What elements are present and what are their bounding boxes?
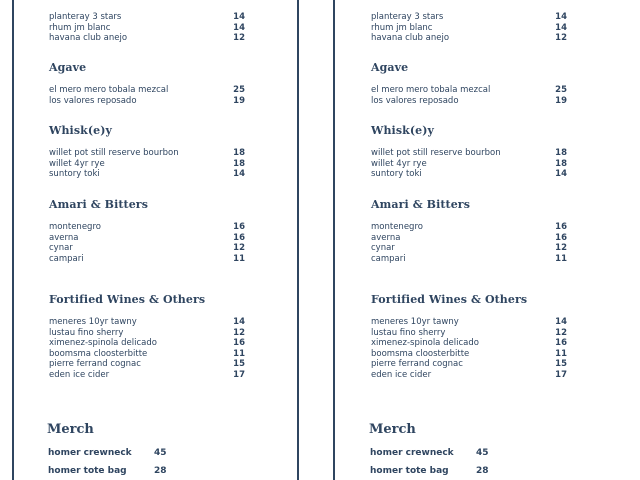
- menu-item-price: 18: [233, 148, 245, 158]
- menu-item-price: 19: [233, 95, 245, 106]
- menu-item: [371, 169, 567, 179]
- section-heading-agave: Agave: [371, 61, 409, 74]
- menu-item: [371, 12, 567, 22]
- menu-item-name: cynar: [371, 243, 395, 253]
- menu-item: [49, 317, 245, 327]
- menu-item-price: 12: [233, 33, 245, 43]
- menu-item-price: 18: [555, 148, 567, 158]
- menu-item-name: ximenez-spinola delicado: [371, 338, 479, 348]
- menu-item-name: montenegro: [49, 222, 101, 232]
- menu-item-name: boomsma cloosterbitte: [371, 348, 470, 359]
- menu-item: [49, 23, 245, 33]
- merch-item-name: homer crewneck: [370, 448, 454, 458]
- menu-item-name: el mero mero tobala mezcal: [49, 85, 169, 95]
- menu-item: [49, 222, 245, 232]
- menu-item-name: pierre ferrand cognac: [49, 359, 141, 369]
- menu-item-name: los valores reposado: [49, 95, 137, 106]
- menu-item-price: 19: [555, 95, 567, 106]
- section-heading-fortified: Fortified Wines & Others: [49, 293, 206, 306]
- menu-item: [49, 12, 245, 22]
- section-heading-fortified: Fortified Wines & Others: [371, 293, 528, 306]
- menu-item-price: 17: [233, 369, 245, 380]
- merch-item-price: 28: [476, 466, 489, 476]
- merch-heading: Merch: [369, 422, 416, 437]
- page-divider-right-a: [333, 0, 335, 480]
- section-heading-agave: Agave: [49, 61, 87, 74]
- menu-item-price: 11: [555, 253, 567, 264]
- menu-item-price: 18: [555, 158, 567, 169]
- menu-item: [371, 243, 567, 253]
- menu-item-name: campari: [371, 253, 406, 264]
- menu-item: [371, 96, 567, 106]
- menu-item-name: eden ice cider: [49, 369, 110, 380]
- menu-item: [371, 338, 567, 348]
- menu-item-name: averna: [371, 232, 401, 243]
- merch-item-price: 28: [154, 466, 167, 476]
- menu-item-price: 14: [555, 317, 567, 327]
- menu-item: [49, 254, 245, 264]
- section-heading-whiskey: Whisk(e)y: [371, 124, 435, 137]
- menu-item: [49, 328, 245, 338]
- menu-item-price: 15: [233, 359, 245, 369]
- menu-item-name: willet 4yr rye: [49, 158, 105, 169]
- menu-item-name: willet pot still reserve bourbon: [49, 148, 179, 158]
- menu-item: [371, 349, 567, 359]
- menu-item-name: meneres 10yr tawny: [371, 317, 459, 327]
- menu-item: [49, 349, 245, 359]
- menu-item: [49, 85, 245, 95]
- menu-item-name: lustau fino sherry: [371, 327, 446, 338]
- menu-item: [49, 233, 245, 243]
- menu-item-price: 14: [555, 169, 567, 179]
- menu-item-name: montenegro: [371, 222, 423, 232]
- menu-item: [371, 359, 567, 369]
- menu-item: [49, 338, 245, 348]
- menu-item-name: cynar: [49, 243, 73, 253]
- menu-item-price: 12: [555, 243, 567, 253]
- menu-item: [371, 33, 567, 43]
- menu-item-name: planteray 3 stars: [371, 12, 444, 22]
- menu-item-price: 14: [233, 12, 245, 22]
- menu-item-price: 25: [233, 85, 245, 95]
- menu-item: [49, 370, 245, 380]
- merch-item: [48, 466, 168, 477]
- menu-item-name: suntory toki: [371, 169, 422, 179]
- menu-item-name: ximenez-spinola delicado: [49, 338, 157, 348]
- menu-item: [371, 85, 567, 95]
- merch-item: [370, 448, 490, 459]
- menu-item-name: willet 4yr rye: [371, 158, 427, 169]
- menu-item-price: 14: [233, 317, 245, 327]
- menu-item-price: 16: [555, 232, 567, 243]
- menu-item-name: averna: [49, 232, 79, 243]
- menu-item-name: suntory toki: [49, 169, 100, 179]
- menu-item: [49, 33, 245, 43]
- menu-item: [371, 23, 567, 33]
- menu-item: [49, 359, 245, 369]
- menu-item: [371, 222, 567, 232]
- menu-item-price: 25: [555, 85, 567, 95]
- menu-item-name: havana club anejo: [49, 33, 128, 43]
- merch-item-name: homer crewneck: [48, 448, 132, 458]
- menu-item-price: 17: [555, 369, 567, 380]
- menu-item-name: campari: [49, 253, 84, 264]
- page-divider-middle: [297, 0, 299, 480]
- menu-item-price: 12: [555, 33, 567, 43]
- menu-item-name: havana club anejo: [371, 33, 450, 43]
- menu-item-price: 14: [233, 169, 245, 179]
- merch-item: [48, 448, 168, 459]
- menu-item-name: planteray 3 stars: [49, 12, 122, 22]
- merch-item: [370, 466, 490, 477]
- menu-item-price: 16: [555, 222, 567, 232]
- menu-item-price: 16: [555, 338, 567, 348]
- merch-item-price: 45: [476, 448, 489, 458]
- menu-item-name: meneres 10yr tawny: [49, 317, 137, 327]
- menu-item-price: 18: [233, 158, 245, 169]
- merch-item-name: homer tote bag: [48, 466, 127, 476]
- menu-item: [371, 254, 567, 264]
- menu-item: [371, 370, 567, 380]
- menu-item: [371, 159, 567, 169]
- menu-item-name: willet pot still reserve bourbon: [371, 148, 501, 158]
- section-heading-amari: Amari & Bitters: [371, 198, 470, 211]
- menu-item-name: rhum jm blanc: [371, 22, 433, 33]
- menu-item: [49, 159, 245, 169]
- menu-item-price: 15: [555, 359, 567, 369]
- menu-item: [49, 148, 245, 158]
- menu-item-price: 16: [233, 222, 245, 232]
- section-heading-amari: Amari & Bitters: [49, 198, 148, 211]
- page-divider-left: [12, 0, 14, 480]
- menu-item-name: lustau fino sherry: [49, 327, 124, 338]
- menu-item-name: eden ice cider: [371, 369, 432, 380]
- menu-item: [371, 233, 567, 243]
- menu-item-name: rhum jm blanc: [49, 22, 111, 33]
- merch-item-name: homer tote bag: [370, 466, 449, 476]
- menu-item-price: 14: [233, 22, 245, 33]
- section-heading-whiskey: Whisk(e)y: [49, 124, 113, 137]
- menu-item-name: los valores reposado: [371, 95, 459, 106]
- menu-item: [371, 148, 567, 158]
- menu-item: [371, 317, 567, 327]
- menu-item-price: 11: [233, 348, 245, 359]
- menu-item-name: el mero mero tobala mezcal: [371, 85, 491, 95]
- merch-item-price: 45: [154, 448, 167, 458]
- menu-item-price: 12: [233, 243, 245, 253]
- menu-item-price: 16: [233, 338, 245, 348]
- menu-item-name: pierre ferrand cognac: [371, 359, 463, 369]
- menu-item-price: 12: [233, 327, 245, 338]
- menu-item: [49, 243, 245, 253]
- menu-item-price: 14: [555, 22, 567, 33]
- menu-item-price: 11: [233, 253, 245, 264]
- menu-item-name: boomsma cloosterbitte: [49, 348, 148, 359]
- menu-item-price: 11: [555, 348, 567, 359]
- menu-item-price: 14: [555, 12, 567, 22]
- menu-item: [49, 96, 245, 106]
- menu-item: [49, 169, 245, 179]
- menu-item-price: 12: [555, 327, 567, 338]
- menu-item-price: 16: [233, 232, 245, 243]
- merch-heading: Merch: [47, 422, 94, 437]
- menu-item: [371, 328, 567, 338]
